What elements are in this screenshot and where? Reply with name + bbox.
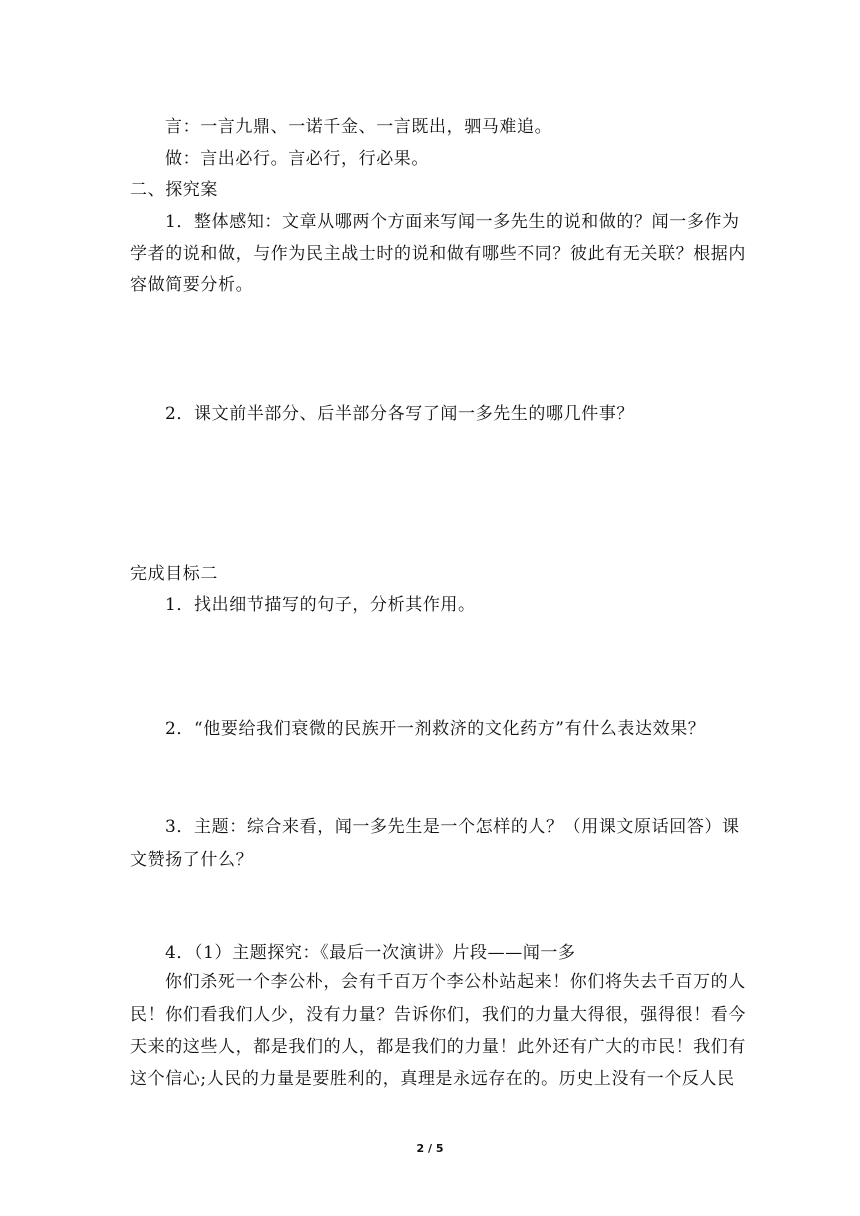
page-number: 2 / 5 — [416, 1142, 444, 1155]
goal-question-3-line-1: 3．主题：综合来看，闻一多先生是一个怎样的人？（用课文原话回答）课 — [165, 817, 740, 837]
goal-question-2: 2．“他要给我们衰微的民族开一剂救济的文化药方”有什么表达效果？ — [165, 719, 706, 739]
speech-excerpt-line-2: 民！你们看我们人少，没有力量？告诉你们，我们的力量大得很，强得很！看今 — [130, 1005, 746, 1025]
question-1-line-1: 1．整体感知：文章从哪两个方面来写闻一多先生的说和做的？闻一多作为 — [165, 212, 740, 232]
goal-question-3-line-2: 文赞扬了什么？ — [130, 850, 254, 870]
question-1-line-2: 学者的说和做，与作为民主战士时的说和做有哪些不同？彼此有无关联？根据内 — [130, 244, 746, 264]
yan-idioms-line: 言：一言九鼎、一诺千金、一言既出，驷马难追。 — [165, 117, 553, 137]
zuo-idioms-line: 做：言出必行。言必行，行必果。 — [165, 149, 429, 169]
speech-excerpt-line-3: 天来的这些人，都是我们的人，都是我们的力量！此外还有广大的市民！我们有 — [130, 1037, 746, 1057]
question-2: 2．课文前半部分、后半部分各写了闻一多先生的哪几件事？ — [165, 404, 635, 424]
goal-question-4-heading: 4．（1）主题探究：《最后一次演讲》片段——闻一多 — [165, 943, 576, 963]
goal-question-1: 1．找出细节描写的句子，分析其作用。 — [165, 595, 476, 615]
section-heading-inquiry: 二、探究案 — [130, 180, 218, 200]
speech-excerpt-line-1: 你们杀死一个李公朴，会有千百万个李公朴站起来！你们将失去千百万的人 — [165, 972, 746, 992]
speech-excerpt-line-4: 这个信心;人民的力量是要胜利的，真理是永远存在的。历史上没有一个反人民 — [130, 1069, 735, 1089]
question-1-line-3: 容做简要分析。 — [130, 275, 254, 295]
section-heading-goal-two: 完成目标二 — [130, 564, 218, 584]
